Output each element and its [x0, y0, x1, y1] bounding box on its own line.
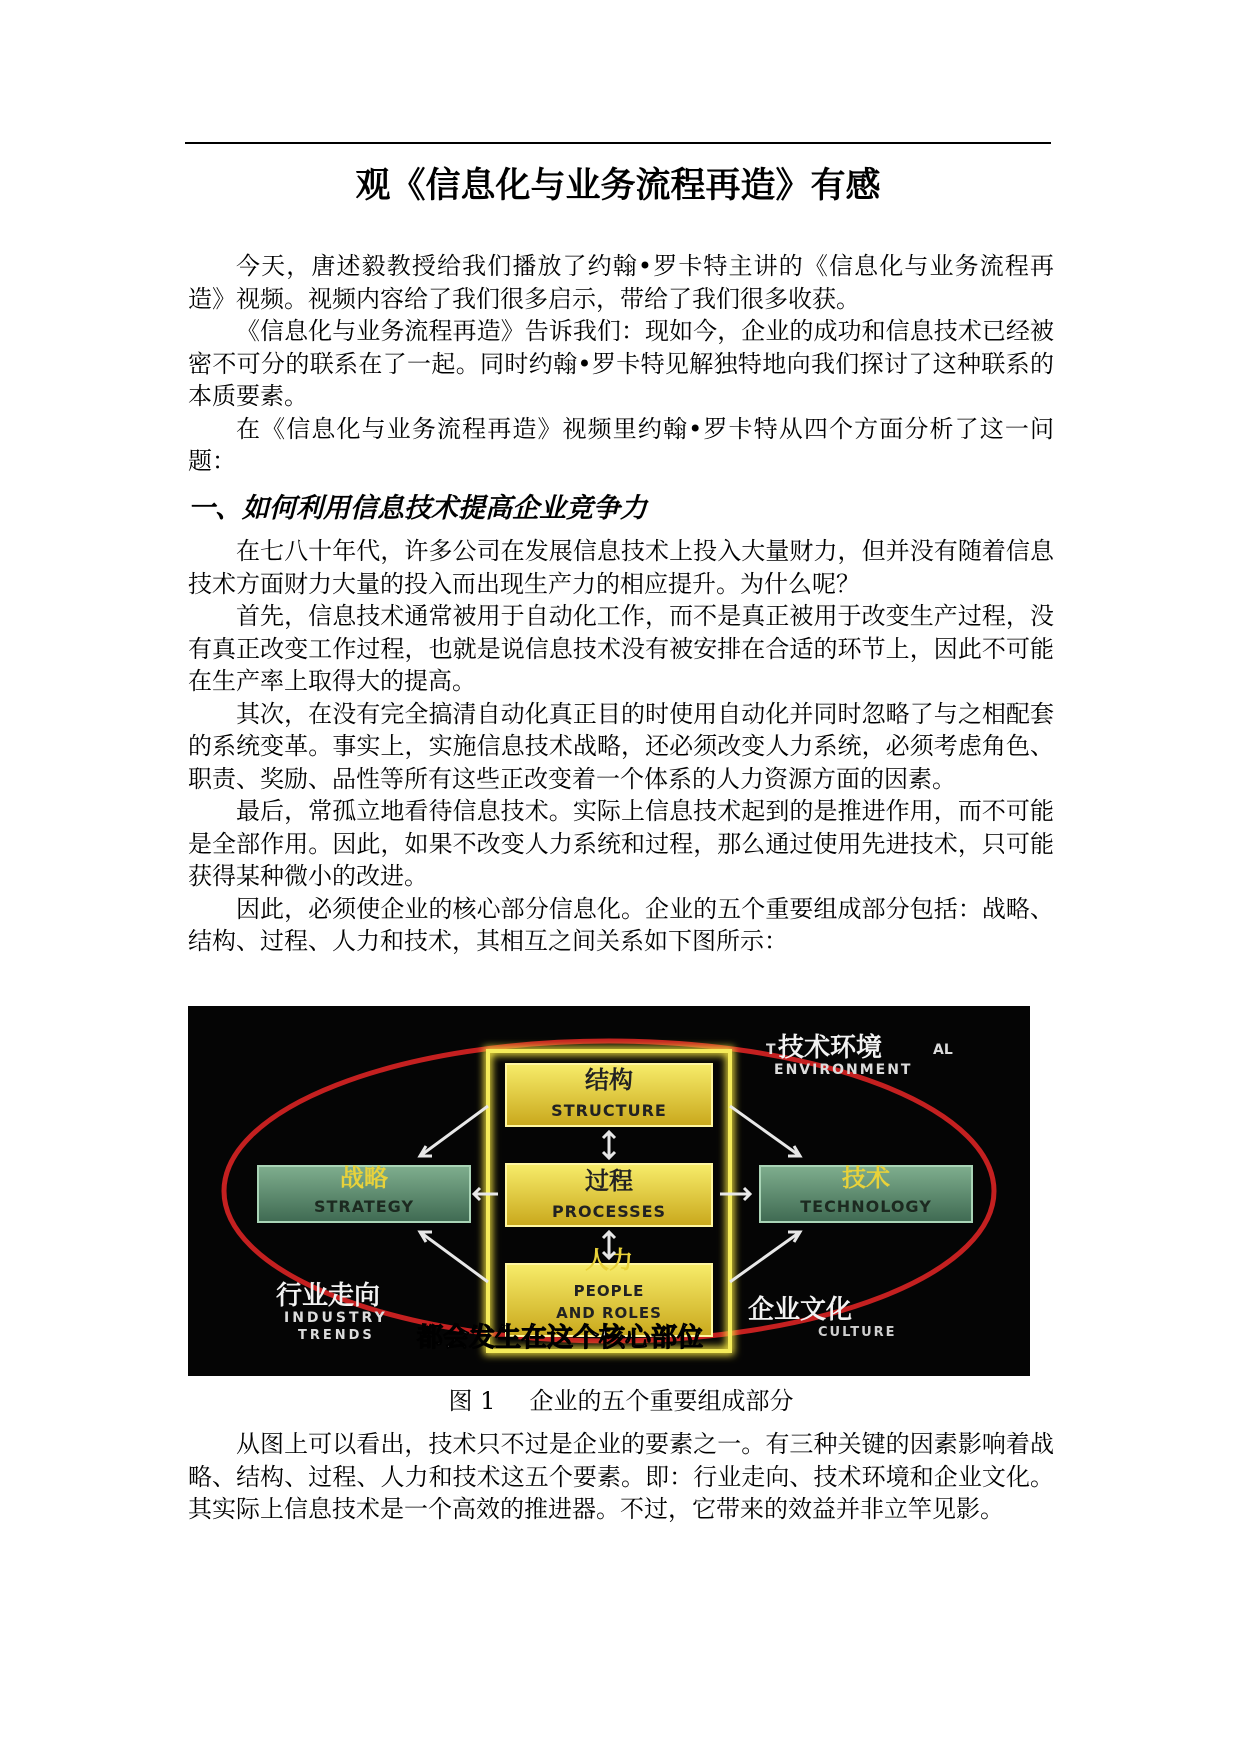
- caption-text: 企业的五个重要组成部分: [529, 1387, 794, 1415]
- caption-label: 图 1: [448, 1387, 496, 1415]
- intro-paragraph: 《信息化与业务流程再造》告诉我们：现如今，企业的成功和信息技术已经被密不可分的联系在了一起。同时约翰•罗卡特见解独特地向我们探讨了这种联系的本质要素。: [188, 317, 1054, 410]
- five-components-diagram: [188, 1006, 1030, 1376]
- intro-section: [188, 250, 1054, 478]
- industry-en-label: INDUSTRY: [284, 1310, 388, 1326]
- body-paragraph: 最后，常孤立地看待信息技术。实际上信息技术起到的是推进作用，而不可能是全部作用。因此，如果不改变人力系统和过程，那么通过使用先进技术，只可能获得某种微小的改进。: [188, 797, 1054, 890]
- culture-cn-label: 企业文化: [748, 1295, 853, 1325]
- body-paragraph: 其次，在没有完全搞清自动化真正目的时使用自动化并同时忽略了与之相配套的系统变革。事实上，实施信息技术战略，还必须改变人力系统，必须考虑角色、职责、奖励、品性等所有这些正改变着一个体系的人力资源方面的因素。: [188, 699, 1054, 793]
- page-title: 观《信息化与业务流程再造》有感: [355, 166, 881, 206]
- environment-cn-label: 技术环境: [778, 1033, 883, 1063]
- figure-image: [188, 1006, 1030, 1376]
- after-figure-section: [188, 1428, 1054, 1526]
- figure-caption: [188, 1385, 1054, 1417]
- culture-en-label: CULTURE: [818, 1325, 897, 1340]
- technology-en-label: TECHNOLOGY: [800, 1197, 932, 1216]
- body-paragraph: 首先，信息技术通常被用于自动化工作，而不是真正被用于改变生产过程，没有真正改变工作过程，也就是说信息技术没有被安排在合适的环节上，因此不可能在生产率上取得大的提高。: [188, 602, 1054, 695]
- industry-en-label-2: TRENDS: [298, 1328, 375, 1343]
- environment-prefix: T: [766, 1042, 776, 1058]
- people-en-label: PEOPLE: [573, 1282, 645, 1300]
- environment-suffix: AL: [933, 1042, 953, 1058]
- processes-en-label: PROCESSES: [551, 1202, 667, 1221]
- section1-body: [188, 535, 1054, 958]
- people-en-label-2: AND ROLES: [556, 1304, 662, 1322]
- processes-cn-label: 过程: [585, 1167, 633, 1195]
- structure-cn-label: 结构: [585, 1066, 633, 1094]
- body-paragraph: 在七八十年代，许多公司在发展信息技术上投入大量财力，但并没有随着信息技术方面财力大量的投入而出现生产力的相应提升。为什么呢？: [188, 537, 1054, 598]
- section-heading: 一、如何利用信息技术提高企业竞争力: [188, 493, 647, 524]
- strategy-cn-label: 战略: [340, 1164, 388, 1192]
- technology-cn-label: 技术: [842, 1164, 890, 1192]
- strategy-en-label: STRATEGY: [313, 1197, 415, 1216]
- industry-cn-label: 行业走向: [276, 1281, 381, 1311]
- body-paragraph: 从图上可以看出，技术只不过是企业的要素之一。有三种关键的因素影响着战略、结构、过程、人力和技术这五个要素。即：行业走向、技术环境和企业文化。其实际上信息技术是一个高效的推进器。不过，它带来的效益并非立竿见影。: [188, 1430, 1054, 1523]
- people-cn-label: 人力: [585, 1246, 633, 1274]
- body-paragraph: 因此，必须使企业的核心部分信息化。企业的五个重要组成部分包括：战略、结构、过程、人力和技术，其相互之间关系如下图所示：: [188, 894, 1054, 955]
- intro-paragraph: 今天，唐述毅教授给我们播放了约翰•罗卡特主讲的《信息化与业务流程再造》视频。视频内容给了我们很多启示，带给了我们很多收获。: [188, 252, 1054, 313]
- video-subtitle: 都会发生在这个核心部位: [416, 1323, 704, 1353]
- environment-en-label: ENVIRONMENT: [774, 1062, 913, 1078]
- structure-en-label: STRUCTURE: [551, 1101, 667, 1120]
- top-rule: [185, 142, 1051, 144]
- intro-paragraph: 在《信息化与业务流程再造》视频里约翰•罗卡特从四个方面分析了这一问题：: [188, 414, 1054, 475]
